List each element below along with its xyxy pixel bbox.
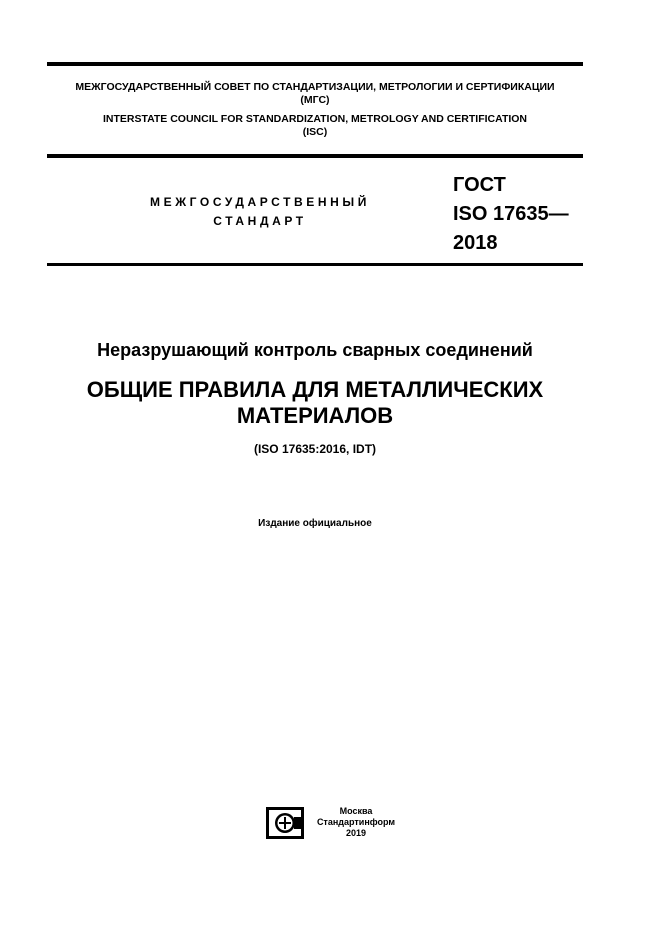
document-title-line2: МАТЕРИАЛОВ: [236, 403, 394, 428]
top-rule: [47, 62, 583, 66]
document-subtitle: Неразрушающий контроль сварных соединений: [97, 340, 533, 360]
council-en-abbr: (ISC): [302, 126, 328, 138]
publisher-city: Москва: [339, 806, 373, 816]
standartinform-logo-icon: [266, 807, 304, 839]
standard-type-line2: СТАНДАРТ: [213, 214, 307, 228]
iso-reference: (ISO 17635:2016, IDT): [253, 442, 377, 456]
council-bottom-rule: [47, 154, 583, 158]
publisher-year: 2019: [345, 828, 367, 838]
council-ru-line: МЕЖГОСУДАРСТВЕННЫЙ СОВЕТ ПО СТАНДАРТИЗАЦИИ, МЕТРОЛОГИИ И СЕРТИФИКАЦИИ: [75, 81, 555, 93]
official-edition-label: Издание официальное: [258, 518, 372, 529]
standard-type-label: [100, 193, 420, 231]
designation-iso-number: ISO 17635—: [453, 203, 569, 225]
council-ru-abbr: (МГС): [300, 94, 330, 106]
council-en-name: [47, 113, 583, 139]
standard-type-line1: МЕЖГОСУДАРСТВЕННЫЙ: [150, 195, 370, 209]
standard-designation: [453, 171, 569, 258]
designation-year: 2018: [453, 232, 498, 254]
council-en-line: INTERSTATE COUNCIL FOR STANDARDIZATION, METROLOGY AND CERTIFICATION: [102, 113, 528, 125]
council-ru-name: [47, 81, 583, 107]
document-title-line1: ОБЩИЕ ПРАВИЛА ДЛЯ МЕТАЛЛИЧЕСКИХ: [86, 377, 544, 402]
publisher-name: Стандартинформ: [316, 817, 396, 827]
publisher-info: [306, 806, 406, 839]
designation-gost: ГОСТ: [453, 174, 506, 196]
header-bottom-rule: [47, 263, 583, 266]
document-title: [0, 377, 630, 429]
